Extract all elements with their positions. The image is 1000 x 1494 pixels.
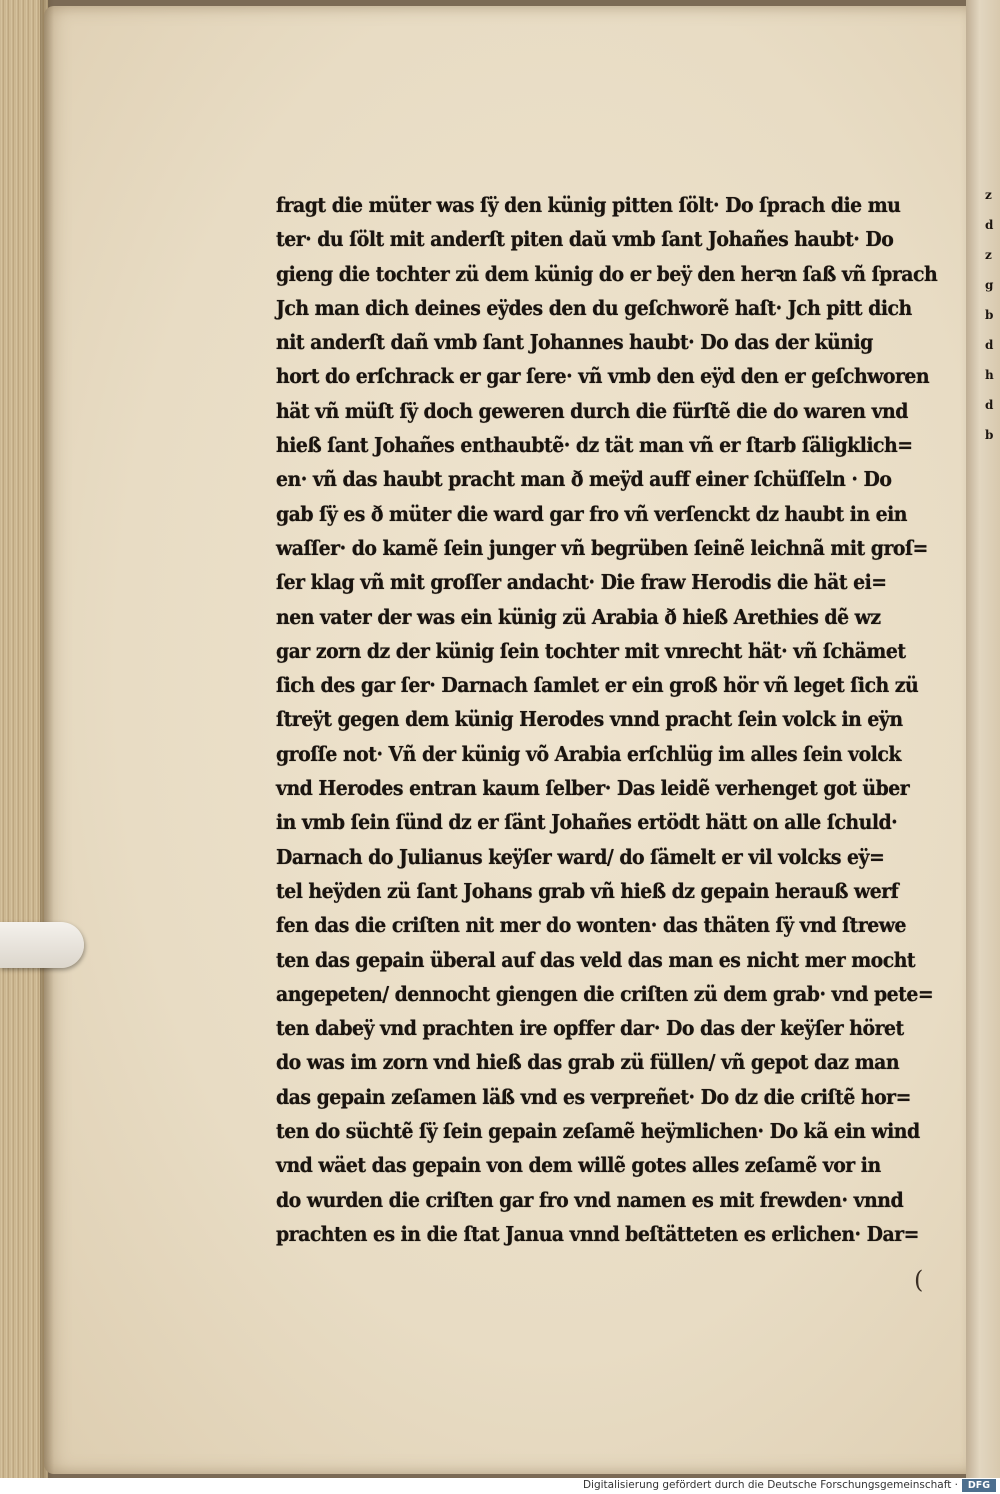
text-line: waſſer· do kamẽ ſein junger vñ begrüben ſeinẽ leichnã mit groſ= bbox=[276, 535, 928, 560]
text-line: ſtreÿt gegen dem künig Herodes vnnd pracht ſein volck in eÿn bbox=[276, 707, 903, 732]
text-line: ten dabeÿ vnd prachten ire opffer dar· Do das der keÿſer höret bbox=[276, 1016, 904, 1041]
text-line: Jch man dich deines eÿdes den du geſchworẽ haſt· Jch pitt dich bbox=[276, 295, 912, 320]
text-line: hort do erſchrack er gar ſere· vñ vmb den eÿd den er geſchworen bbox=[276, 364, 930, 389]
text-line: tel heÿden zü ſant Johans grab vñ hieß dz gepain herauß werf bbox=[276, 878, 899, 903]
text-line: vnd wäet das gepain von dem willẽ gotes alles zeſamẽ vor in bbox=[276, 1153, 881, 1178]
text-line: vnd Herodes entran kaum ſelber· Das leidẽ verhenget got über bbox=[276, 776, 910, 801]
text-line: ter· du ſölt mit anderſt piten daŭ vmb ſant Johañes haubt· Do bbox=[276, 227, 894, 252]
binding-shadow bbox=[40, 0, 54, 1478]
text-line: ſich des gar ſer· Darnach ſamlet er ein groß hör vñ leget ſich zü bbox=[276, 673, 919, 698]
text-line: do wurden die criſten gar fro vnd namen es mit frewden· vnnd bbox=[276, 1187, 904, 1212]
text-line: fen das die criſten nit mer do wonten· das thäten ſÿ vnd ſtrewe bbox=[276, 913, 907, 938]
text-line: ſer klag vñ mit groſſer andacht· Die fraw Herodis die hät ei= bbox=[276, 570, 887, 595]
text-line: gieng die tochter zü dem künig do er beÿ den herꝛn ſaß vñ ſprach bbox=[276, 261, 938, 286]
page-clip-marker bbox=[0, 922, 84, 968]
facing-page-fragment: z d z g b d h d b bbox=[985, 188, 993, 442]
text-line: hät vñ müſt ſÿ doch geweren durch die fürſtẽ die do waren vnd bbox=[276, 398, 908, 423]
dfg-logo-icon[interactable]: DFG bbox=[962, 1479, 996, 1492]
text-line: groſſe not· Vñ der künig võ Arabia erſchlüg im alles ſein volck bbox=[276, 741, 901, 766]
text-line: hieß ſant Johañes enthaubtẽ· dz tät man vñ er ſtarb ſäligklich= bbox=[276, 433, 913, 458]
text-line: gar zorn dz der künig ſein tochter mit vnrecht hät· vñ ſchämet bbox=[276, 638, 906, 663]
footer-bar bbox=[0, 1478, 1000, 1494]
text-line: angepeten/ dennocht giengen die criſten zü dem grab· vnd pete= bbox=[276, 981, 934, 1006]
text-line: in vmb ſein ſünd dz er ſänt Johañes ertödt hätt on alle ſchuld· bbox=[276, 810, 898, 835]
text-line: fragt die müter was ſÿ den künig pitten ſölt· Do ſprach die mu bbox=[276, 193, 901, 217]
margin-mark: ( bbox=[914, 1266, 924, 1294]
text-line: das gepain zeſamen läß vnd es verpreñet· Do dz die criſtẽ hor= bbox=[276, 1084, 911, 1109]
text-line: en· vñ das haubt pracht man ð meÿd auff einer ſchüſſeln · Do bbox=[276, 467, 892, 492]
text-line: nen vater der was ein künig zü Arabia ð hieß Arethies dẽ wz bbox=[276, 604, 881, 629]
text-line: prachten es in die ſtat Janua vnnd beſtätteten es erlichen· Dar= bbox=[276, 1221, 919, 1246]
text-line: do was im zorn vnd hieß das grab zü füllen/ vñ gepot daz man bbox=[276, 1050, 900, 1075]
text-line: ten do süchtẽ ſÿ ſein gepain zeſamẽ heÿmlichen· Do kã ein wind bbox=[276, 1119, 920, 1144]
funding-credit: Digitalisierung gefördert durch die Deutsche Forschungsgemeinschaft · bbox=[582, 1479, 958, 1491]
text-line: ten das gepain überal auf das veld das man es nicht mer mocht bbox=[276, 947, 916, 972]
text-line: gab ſÿ es ð müter die ward gar fro vñ verſenckt dz haubt in ein bbox=[276, 501, 908, 526]
text-line: Darnach do Julianus keÿſer ward/ do ſämelt er vil volcks eÿ= bbox=[276, 844, 885, 869]
text-line: nit anderſt dañ vmb ſant Johannes haubt· Do das der künig bbox=[276, 330, 873, 355]
printed-text-block bbox=[276, 188, 938, 1251]
